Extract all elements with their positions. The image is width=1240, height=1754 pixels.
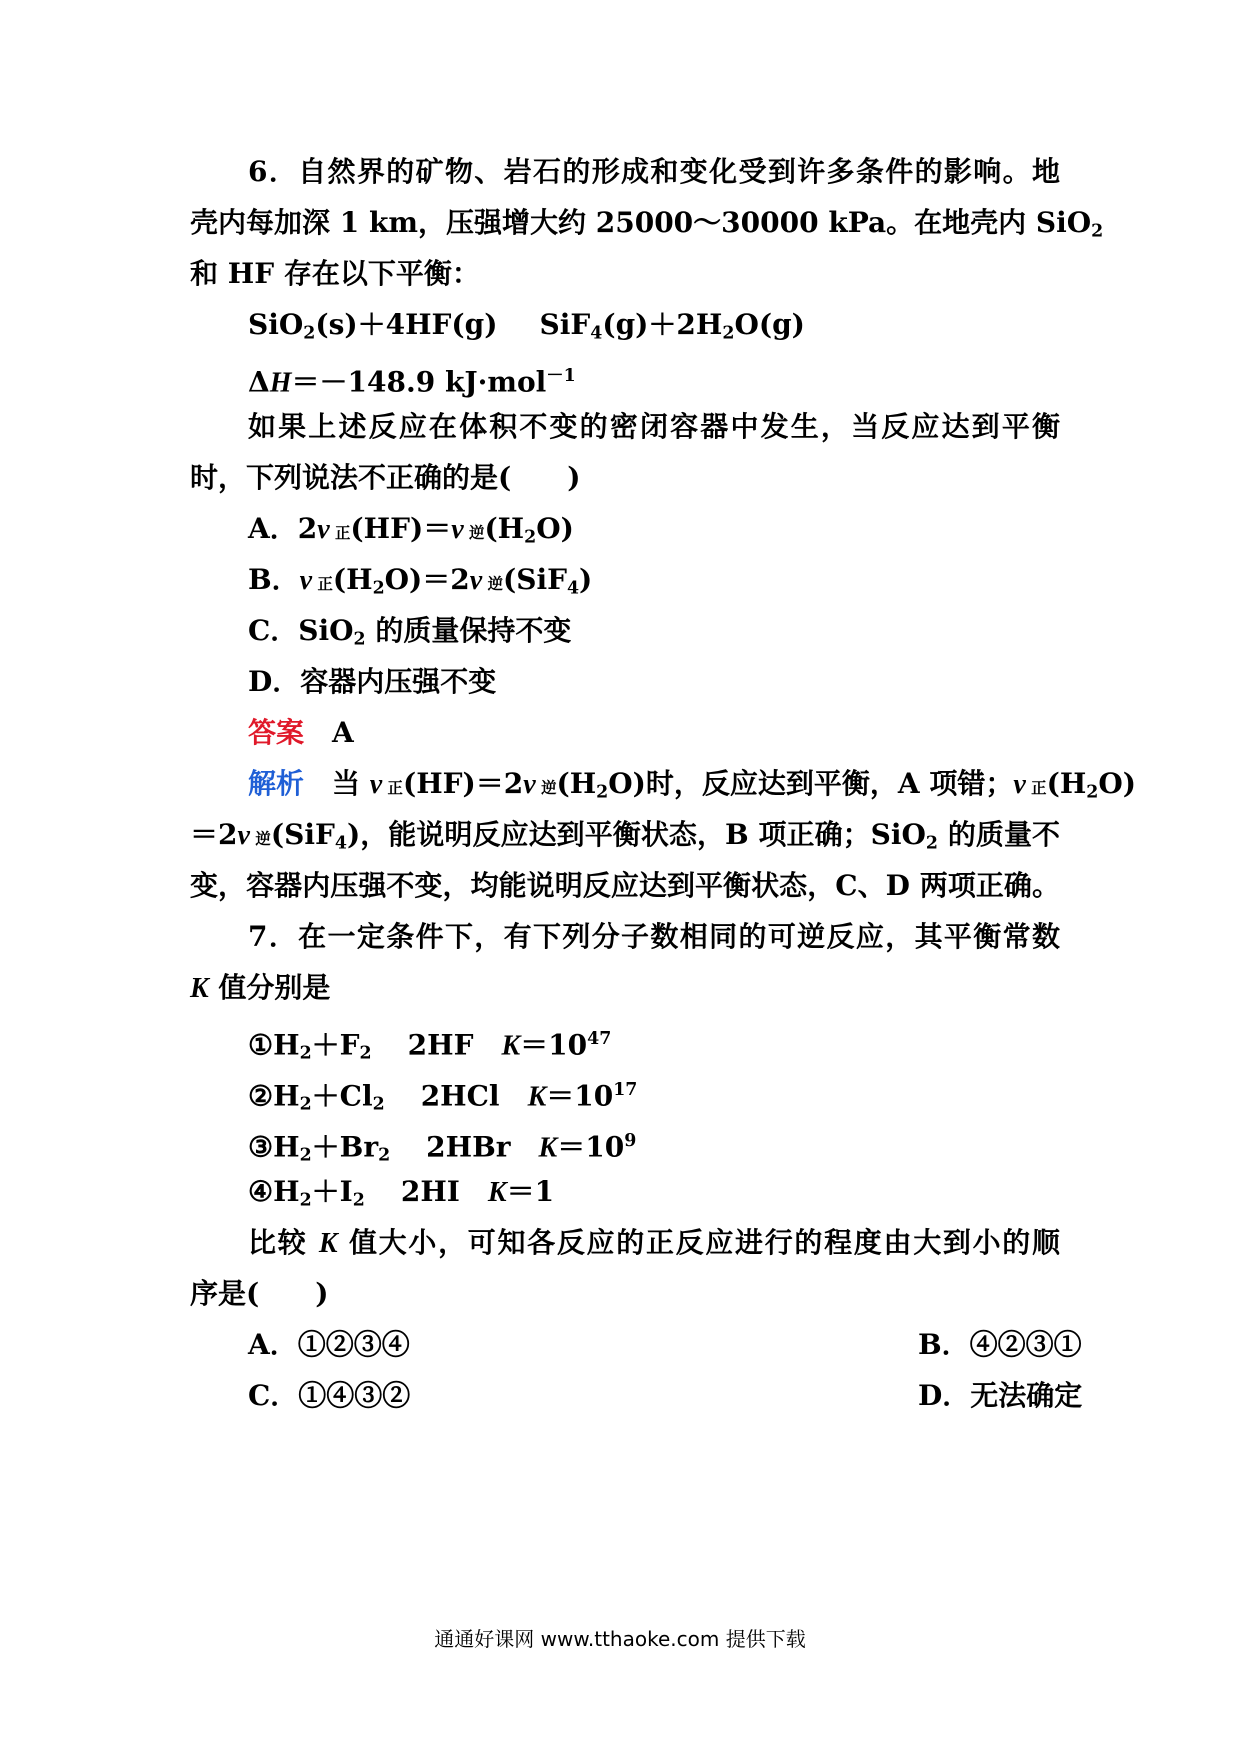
q6-prompt-line-1: 如果上述反应在体积不变的密闭容器中发生，当反应达到平衡: [248, 410, 1060, 443]
q6-option-a: A．2v 正(HF)＝v 逆$(H_2O)$: [248, 512, 574, 548]
q7-stem-line-2: K 值分别是: [190, 971, 331, 1004]
q7-option-a: A．①②③④: [248, 1328, 410, 1361]
q7-options-row-2: [248, 1376, 1118, 1416]
q7-prompt-line-2: 序是( ): [190, 1277, 329, 1310]
answer-value: A: [332, 716, 354, 749]
q6-option-d: D．容器内压强不变: [248, 665, 497, 698]
q7-option-d: D．无法确定: [918, 1379, 1083, 1412]
q6-analysis-line-2: ＝2v 逆(SiF$_4$)，能说明反应达到平衡状态，B 项正确；SiO$_2$ 的质量不: [190, 818, 1061, 854]
q7-option-c: C．①④③②: [248, 1379, 411, 1412]
page-footer: 通通好课网 www.tthaoke.com 提供下载: [434, 1627, 806, 1651]
q6-stem-line-1: 6．自然界的矿物、岩石的形成和变化受到许多条件的影响。地: [248, 155, 1060, 188]
analysis-label: 解析: [248, 767, 305, 800]
q6-analysis-line-1: 解析 当 v 正(HF)＝2v 逆$(H_2O)$时，反应达到平衡，A 项错；v 正$(H_2O)$: [248, 767, 1137, 803]
q7-stem-line-1: 7．在一定条件下，有下列分子数相同的可逆反应，其平衡常数: [248, 920, 1060, 953]
q6-analysis-line-3: 变，容器内压强不变，均能说明反应达到平衡状态，C、D 两项正确。: [190, 869, 1060, 902]
q6-enthalpy: ΔH＝－148.9 kJ·mol$^{-1}$: [248, 365, 576, 399]
q6-stem-line-3: 和 HF 存在以下平衡：: [190, 257, 480, 290]
q6-stem-line-2: 壳内每加深 1 km，压强增大约 25000～30000 kPa。在地壳内 SiO$_2$: [190, 206, 1104, 242]
answer-label: 答案: [248, 716, 305, 749]
q6-option-b: B．v 正$(H_2O)=2v$ 逆(SiF$_4$): [248, 563, 593, 599]
q6-prompt-line-2: 时，下列说法不正确的是( ): [190, 461, 581, 494]
q7-option-b: B．④②③①: [918, 1328, 1082, 1361]
q7-reaction-4: $④H_2+I_2$ 2HI K＝1: [248, 1175, 555, 1211]
q7-prompt-line-1: 比较 K 值大小，可知各反应的正反应进行的程度由大到小的顺: [248, 1226, 1060, 1259]
q7-reaction-3: $③H_2+Br_2$ 2HBr $K=10^9$: [248, 1130, 637, 1166]
q7-reaction-2: $②H_2+Cl_2$ 2HCl $K=10^{17}$: [248, 1079, 638, 1115]
q6-option-c: C．SiO$_2$ 的质量保持不变: [248, 614, 572, 650]
q6-equation: SiO$_2$(s)＋4HF(g) $SiF_4(g)+2H_2O(g)$: [248, 308, 805, 344]
q7-options-row-1: [248, 1325, 1118, 1365]
q6-answer: [248, 713, 1118, 753]
q7-reaction-1: $①H_2+F_2$ 2HF $K=10^{47}$: [248, 1028, 612, 1064]
